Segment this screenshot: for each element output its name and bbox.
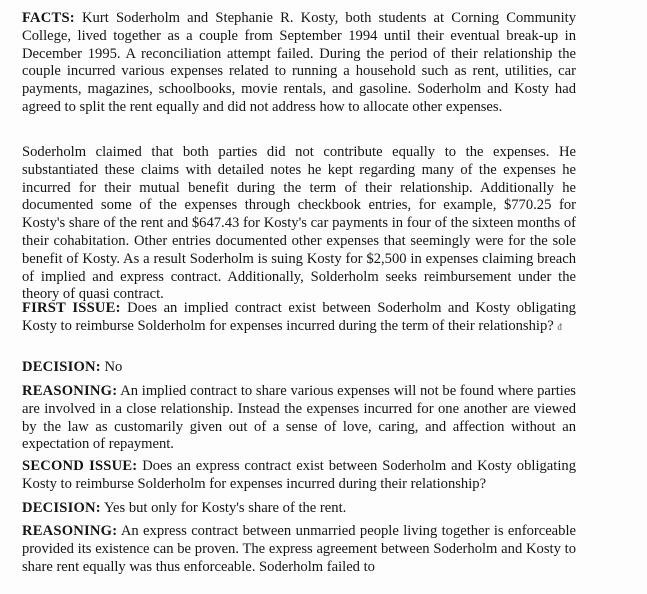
stray-mark: đ — [557, 321, 562, 332]
decision-two-heading: DECISION: — [22, 500, 101, 516]
claim-paragraph — [22, 144, 576, 304]
decision-one-paragraph — [22, 359, 576, 377]
first-issue-text: Does an implied contract exist between Soderholm and Kosty obligating Kosty to reimburse Solderholm for expenses incurred during the term of their relationship? — [22, 300, 576, 334]
facts-heading: FACTS: — [22, 10, 75, 26]
reasoning-one-text: An implied contract to share various expenses will not be found where parties are involved in a close relationship. Instead the expenses incurred for one another are viewed by the law as customarily given out of a sense of love, caring, and affection without an expectation of repayment. — [22, 383, 576, 453]
first-issue-heading: FIRST ISSUE: — [22, 300, 121, 316]
facts-text: Kurt Soderholm and Stephanie R. Kosty, both students at Corning Community College, lived together as a couple from September 1994 until their eventual break-up in December 1995. A reconciliation attempt failed. During the period of their relationship the couple incurred various expenses related to running a household such as rent, utilities, car payments, magazines, schoolbooks, movie rentals, and gasoline. Soderholm and Kosty had agreed to split the rent equally and did not address how to allocate other expenses. — [22, 10, 577, 115]
claim-text: Soderholm claimed that both parties did not contribute equally to the expenses. He substantiated these claims with detailed notes he kept regarding many of the expenses he incurred for their mutual benefit during the term of their relationship. Additionally he documented some of the expenses through checkbook entries, for example, $770.25 for Kosty's share of the rent and $647.43 for Kosty's car payments in four of the sixteen months of their cohabitation. Other entries documented other expenses that seemingly were for the sole benefit of Kosty. As a result Soderholm is suing Kosty for $2,500 in expenses claiming breach of implied and express contract. Additionally, Solderholm seeks reimbursement under the theory of quasi contract. — [22, 144, 576, 303]
reasoning-one-heading: REASONING: — [22, 383, 118, 399]
first-issue-paragraph — [22, 300, 576, 337]
reasoning-two-paragraph — [22, 523, 576, 576]
decision-one-text: No — [104, 359, 123, 375]
reasoning-two-text: An express contract between unmarried people living together is enforceable provided its existence can be proven. The express agreement between Soderholm and Kosty to share rent equally was thus enforceable. Soderholm failed to — [22, 523, 576, 575]
decision-one-heading: DECISION: — [22, 359, 101, 375]
second-issue-heading: SECOND ISSUE: — [22, 458, 138, 474]
facts-paragraph — [22, 10, 576, 117]
decision-two-text: Yes but only for Kosty's share of the rent. — [103, 500, 347, 516]
second-issue-text: Does an express contract exist between Soderholm and Kosty obligating Kosty to reimburse Solderholm for expenses incurred during their relationship? — [22, 458, 576, 492]
decision-two-paragraph — [22, 500, 576, 518]
second-issue-paragraph — [22, 458, 576, 494]
reasoning-two-heading: REASONING: — [22, 523, 118, 539]
reasoning-one-paragraph — [22, 383, 576, 454]
